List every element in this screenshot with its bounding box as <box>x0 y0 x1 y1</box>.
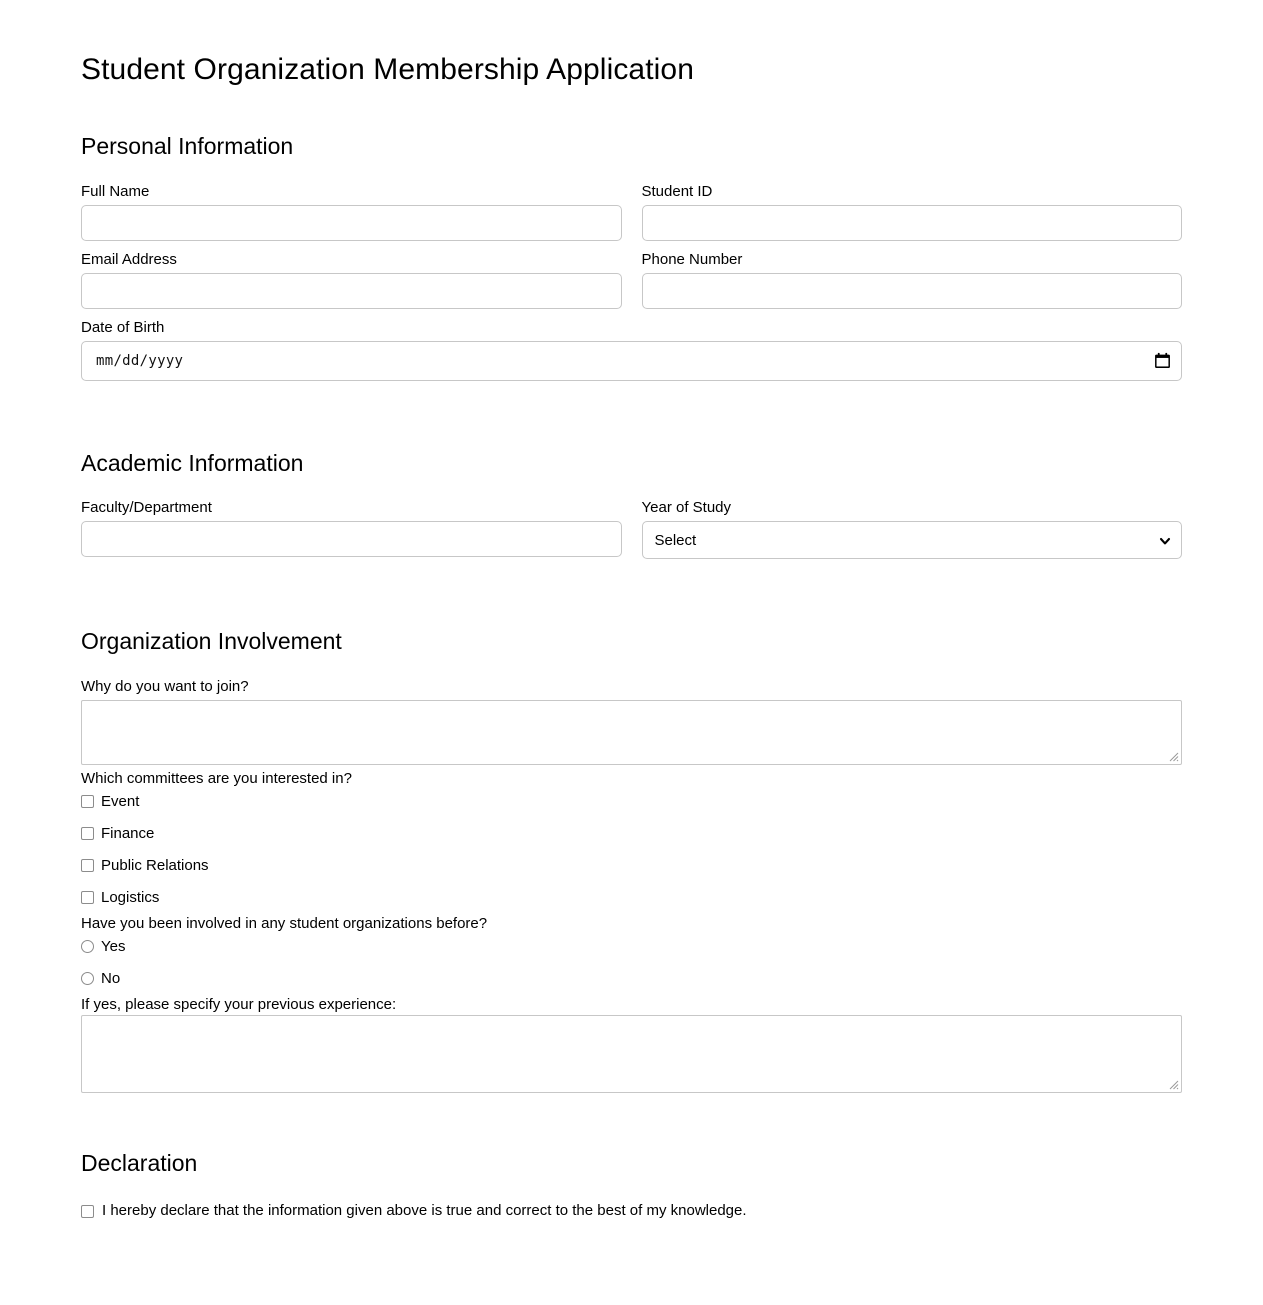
field-faculty-department <box>81 498 622 557</box>
checkbox-option-logistics[interactable] <box>81 886 1182 910</box>
email-input[interactable] <box>81 273 622 309</box>
radio-option-yes[interactable] <box>81 935 1182 959</box>
checkbox-icon[interactable] <box>81 891 94 904</box>
full-name-input[interactable] <box>81 205 622 241</box>
label-committees-question: Which committees are you interested in? <box>81 769 352 787</box>
section-declaration <box>81 1150 1182 1222</box>
checkbox-label-finance: Finance <box>101 824 155 842</box>
field-date-of-birth <box>81 318 1182 381</box>
section-heading-involvement: Organization Involvement <box>81 628 342 655</box>
personal-row-1 <box>81 182 1182 241</box>
label-faculty-department: Faculty/Department <box>81 499 212 517</box>
checkbox-label-logistics: Logistics <box>101 888 160 906</box>
calendar-icon[interactable] <box>1154 352 1171 369</box>
personal-row-2 <box>81 250 1182 309</box>
checkbox-icon[interactable] <box>81 827 94 840</box>
page-title: Student Organization Membership Application <box>81 53 694 86</box>
label-date-of-birth: Date of Birth <box>81 318 165 336</box>
section-heading-academic: Academic Information <box>81 449 304 476</box>
label-previous-involvement-question: Have you been involved in any student organizations before? <box>81 914 488 932</box>
previous-involvement-radio-group <box>81 935 1182 991</box>
label-student-id: Student ID <box>641 182 713 200</box>
chevron-down-icon <box>1159 534 1171 546</box>
label-previous-experience: If yes, please specify your previous experience: <box>81 995 397 1013</box>
field-full-name <box>81 182 622 241</box>
field-email-address <box>81 250 622 309</box>
label-why-join: Why do you want to join? <box>81 677 249 695</box>
field-why-join <box>81 677 1182 765</box>
phone-input[interactable] <box>642 273 1183 309</box>
checkbox-option-event[interactable] <box>81 790 1182 814</box>
label-phone-number: Phone Number <box>641 250 743 268</box>
field-previous-experience <box>81 995 1182 1093</box>
committees-checkbox-group <box>81 790 1182 910</box>
declaration-checkbox-row[interactable] <box>81 1201 1182 1221</box>
checkbox-option-finance[interactable] <box>81 822 1182 846</box>
radio-label-no: No <box>101 969 121 987</box>
checkbox-icon[interactable] <box>81 859 94 872</box>
declaration-checkbox-label: I hereby declare that the information given above is true and correct to the best of my knowledge. <box>102 1202 747 1220</box>
radio-option-no[interactable] <box>81 967 1182 991</box>
year-of-study-selected-value: Select <box>654 531 697 549</box>
field-phone-number <box>642 250 1183 309</box>
label-full-name: Full Name <box>81 182 150 200</box>
checkbox-label-public-relations: Public Relations <box>101 856 209 874</box>
date-placeholder-text: mm/dd/yyyy <box>96 352 184 369</box>
section-heading-declaration: Declaration <box>81 1149 198 1176</box>
field-year-of-study <box>642 498 1183 559</box>
checkbox-label-event: Event <box>101 792 140 810</box>
section-personal-information <box>81 133 1182 381</box>
year-of-study-select[interactable] <box>642 521 1183 559</box>
label-email-address: Email Address <box>81 250 177 268</box>
faculty-department-input[interactable] <box>81 521 622 557</box>
checkbox-icon[interactable] <box>81 795 94 808</box>
resize-grip-icon[interactable] <box>1168 1079 1179 1090</box>
checkbox-icon[interactable] <box>81 1205 94 1218</box>
label-year-of-study: Year of Study <box>641 499 732 517</box>
section-heading-personal: Personal Information <box>81 133 294 159</box>
radio-icon[interactable] <box>81 940 94 953</box>
previous-experience-textarea[interactable] <box>81 1015 1182 1093</box>
field-student-id <box>642 182 1183 241</box>
why-join-textarea[interactable] <box>81 700 1182 765</box>
checkbox-option-public-relations[interactable] <box>81 854 1182 878</box>
academic-row-1 <box>81 498 1182 559</box>
student-id-input[interactable] <box>642 205 1183 241</box>
section-organization-involvement <box>81 628 1182 1093</box>
radio-icon[interactable] <box>81 972 94 985</box>
section-academic-information <box>81 450 1182 560</box>
radio-label-yes: Yes <box>101 937 126 955</box>
date-of-birth-input[interactable] <box>81 341 1182 381</box>
resize-grip-icon[interactable] <box>1168 751 1179 762</box>
